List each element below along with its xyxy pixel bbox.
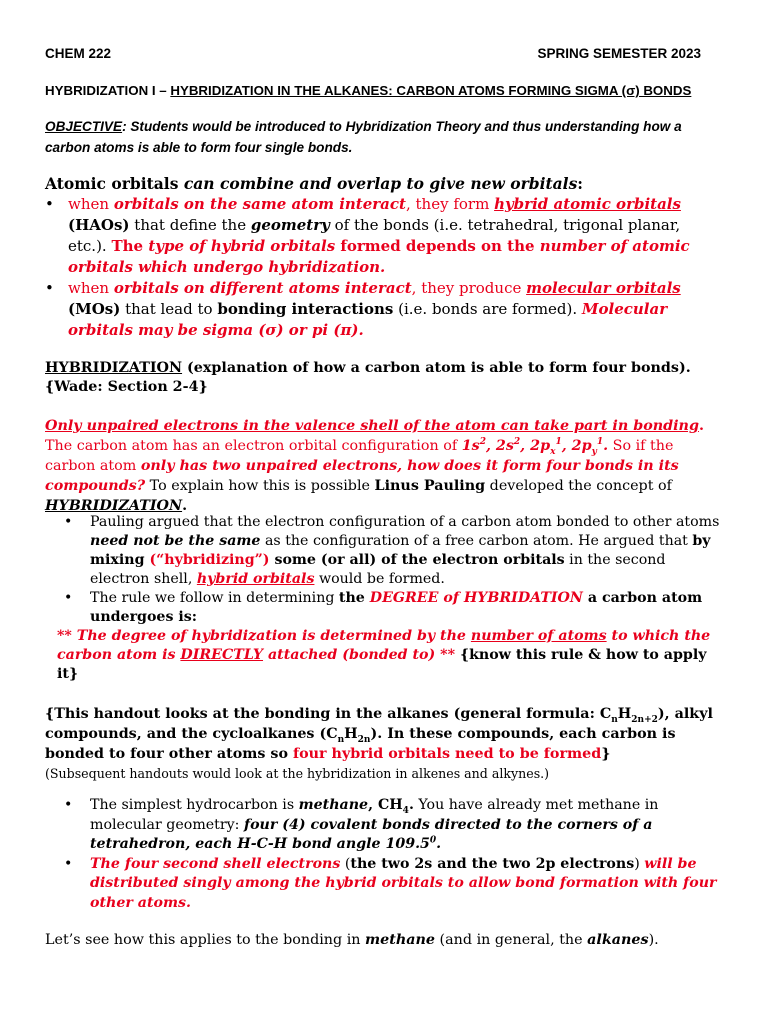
unpaired-electrons-paragraph: Only unpaired electrons in the valence shell of the atom can take part in bonding. The carbon atom has an electron orbital configuration of $1s^2$, $2s^2$, $2p_x^1$, $2p_y^1$. So if the carbon atom only has two unpaired electrons, how does it form four bonds in its compounds? To explain how this is possible Linus Pauling developed the concept of HYBRIDIZATION. <box>45 418 704 514</box>
orbital-lead: Atomic orbitals can combine and overlap to give new orbitals: <box>45 174 584 193</box>
bullet-icon: • <box>64 797 73 813</box>
list-item: • Pauling argued that the electron configuration of a carbon atom bonded to other atoms need not be the same as the configuration of a free carbon atom. He argued that by mixing (“hybridizing”) some (or all) of the electron orbitals in the second electron shell, hybrid orbitals would be formed. <box>64 514 720 587</box>
course-code: CHEM 222 <box>45 46 112 61</box>
list-item: • The simplest hydrocarbon is methane, $CH_4$. You have already met methane in molecular geometry: four (4) covalent bonds directed to the corners of a tetrahedron, each H-C-H bond angle 109.5$^0$. <box>64 797 659 852</box>
hybridization-heading: HYBRIDIZATION (explanation of how a carbon atom is able to form four bonds). {Wade: Section 2-4} <box>45 359 715 397</box>
pauling-section <box>57 513 724 684</box>
list-item: • The four second shell electrons (the two 2s and the two 2p electrons) will be distributed singly among the hybrid orbitals to allow bond formation with four other atoms. <box>64 855 717 911</box>
orbital-bullets <box>45 194 720 341</box>
list-item: • The rule we follow in determining the DEGREE of HYBRIDATION a carbon atom undergoes is: <box>64 590 703 625</box>
bullet-icon: • <box>64 590 73 606</box>
semester: SPRING SEMESTER 2023 <box>537 46 701 61</box>
handout-title: HYBRIDIZATION I – HYBRIDIZATION IN THE ALKANES: CARBON ATOMS FORMING SIGMA (σ) BONDS <box>45 83 692 98</box>
objective <box>45 116 715 158</box>
alkanes-note: {This handout looks at the bonding in the alkanes (general formula: $C_nH_{2n+2}$), alkyl compounds, and the cycloalkanes $(C_nH_{2n})$. In these compounds, each carbon is bonded to four other atoms so four hybrid orbitals need to be formed} (Subsequent handouts would look at the hybridization in alkenes and alkynes.) <box>45 706 713 781</box>
closing-line: Let’s see how this applies to the bonding in methane (and in general, the alkanes). <box>45 932 659 948</box>
bullet-icon: • <box>64 855 73 872</box>
electron-configuration: $1s^2$, $2s^2$, $2p_x^1$, $2p_y^1$. <box>461 437 609 457</box>
bullet-icon: • <box>45 279 54 297</box>
textbook-reference: {Wade: Section 2-4} <box>45 379 208 395</box>
methane-section <box>64 796 724 913</box>
objective-label: OBJECTIVE <box>45 119 123 134</box>
page-header <box>45 46 701 61</box>
hybridization-rule: ** The degree of hybridization is determined by the number of atoms to which the carbon atom is DIRECTLY attached (bonded to) ** {know this rule & how to apply it} <box>57 628 711 682</box>
handout-title-underlined: HYBRIDIZATION IN THE ALKANES: CARBON ATOMS FORMING SIGMA (σ) BONDS <box>170 83 692 98</box>
bullet-icon: • <box>64 514 73 530</box>
bullet-icon: • <box>45 195 54 213</box>
list-item: • when orbitals on the same atom interact, they form hybrid atomic orbitals (HAOs) that define the geometry of the bonds (i.e. tetrahedral, trigonal planar, etc.). The type of hybrid orbitals formed depends on the number of atomic orbitals which undergo hybridization. <box>45 195 690 276</box>
orbital-section <box>45 173 720 341</box>
subsequent-handouts-note: (Subsequent handouts would look at the hybridization in alkenes and alkynes.) <box>45 766 550 781</box>
list-item: • when orbitals on different atoms interact, they produce molecular orbitals (MOs) that lead to bonding interactions (i.e. bonds are formed). Molecular orbitals may be sigma (σ) or pi (π). <box>45 279 681 339</box>
objective-text: : Students would be introduced to Hybridization Theory and thus understanding how a carbon atoms is able to form four single bonds. <box>45 119 682 155</box>
